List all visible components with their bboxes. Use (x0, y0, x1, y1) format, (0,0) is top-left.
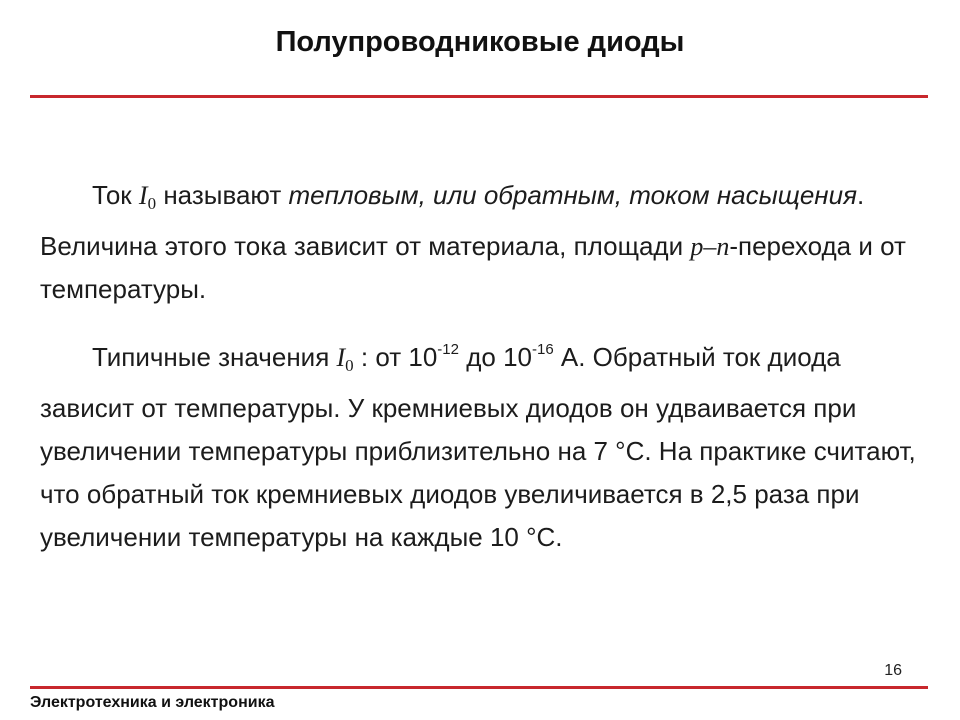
pn-junction-symbol: p–n (690, 232, 730, 261)
footer-course-title: Электротехника и электроника (30, 694, 275, 711)
bottom-divider (30, 686, 928, 689)
exponent: -16 (531, 341, 554, 358)
text: . Величина этого тока зависит от материала, площади (40, 180, 865, 261)
emphasis-text: тепловым, или обратным, током насыщения (288, 180, 857, 210)
text: до 10 (458, 342, 532, 372)
page-number: 16 (884, 662, 902, 679)
paragraph-typical-values (40, 336, 920, 559)
top-divider (30, 95, 928, 98)
symbol-subscript: 0 (147, 194, 157, 213)
exponent: -12 (437, 341, 459, 358)
text: Типичные значения (92, 342, 337, 372)
text: : от 10 (353, 342, 438, 372)
text: Ток (92, 180, 139, 210)
paragraph-thermal-current (40, 174, 920, 311)
text: называют (156, 180, 289, 210)
symbol-i: I (138, 181, 148, 210)
text: А. Обратный ток диода зависит от температуры. У кремниевых диодов он удваивается при увеличении температуры приблизительно на 7 °С. На практике считают, что обратный ток кремниевых диодов увеличивается в 2,5 раза при увеличении температуры на каждые 10 °С. (40, 342, 916, 552)
symbol-subscript: 0 (345, 356, 354, 375)
slide-title: Полупроводниковые диоды (275, 26, 685, 58)
symbol-i: I (336, 343, 346, 372)
text: -перехода и от температуры. (40, 231, 906, 304)
